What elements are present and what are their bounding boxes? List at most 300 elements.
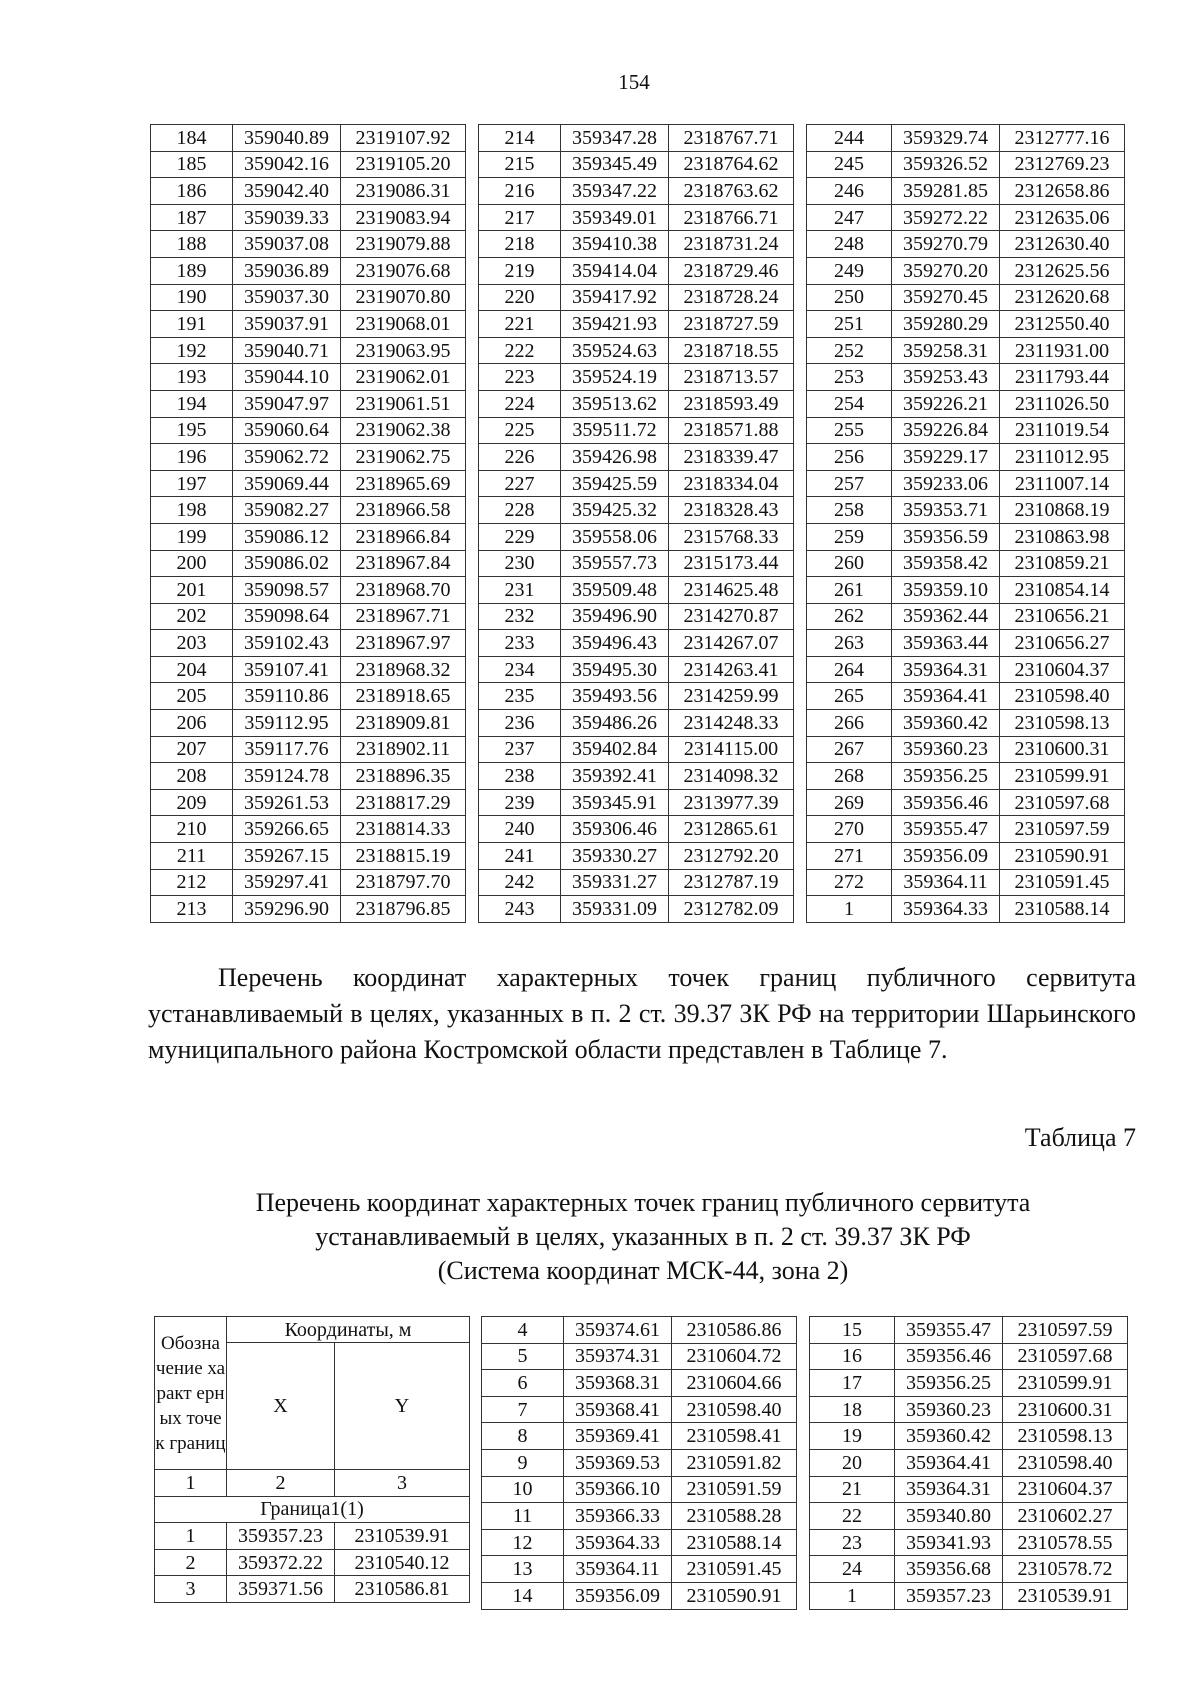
point-number-cell: 236 [479,710,561,737]
table-row [151,523,466,550]
coords-table-top-2 [478,124,794,923]
table-row [479,364,794,391]
x-coordinate-cell: 359086.12 [233,523,341,550]
x-coordinate-cell: 359341.93 [895,1529,1003,1556]
x-coordinate-cell: 359112.95 [233,710,341,737]
x-coordinate-cell: 359062.72 [233,444,341,471]
point-number-cell: 208 [151,763,233,790]
x-coordinate-cell: 359355.47 [892,816,1000,843]
y-coordinate-cell: 2312792.20 [669,843,794,870]
table-row [807,816,1125,843]
x-coordinate-cell: 359266.65 [233,816,341,843]
point-number-cell: 244 [807,125,892,152]
point-number-cell: 223 [479,364,561,391]
table-row [479,869,794,896]
y-coordinate-cell: 2310539.91 [1003,1582,1128,1609]
y-coordinate-cell: 2318965.69 [341,470,466,497]
y-coordinate-cell: 2318902.11 [341,736,466,763]
table-caption [150,1186,1136,1288]
table-row [807,843,1125,870]
point-number-cell: 198 [151,497,233,524]
y-coordinate-cell: 2310859.21 [1000,550,1125,577]
y-coordinate-cell: 2319107.92 [341,125,466,152]
table-row [807,204,1125,231]
header-y: Y [335,1343,470,1470]
point-number-cell: 263 [807,630,892,657]
x-coordinate-cell: 359364.41 [895,1449,1003,1476]
x-coordinate-cell: 359486.26 [561,710,669,737]
point-number-cell: 6 [482,1370,564,1397]
table-row [151,390,466,417]
point-number-cell: 197 [151,470,233,497]
col-number-row [155,1470,470,1497]
x-coordinate-cell: 359098.57 [233,577,341,604]
coords-table-top-3 [806,124,1125,923]
point-number-cell: 220 [479,284,561,311]
table-row [479,178,794,205]
y-coordinate-cell: 2310591.45 [1000,869,1125,896]
point-number-cell: 3 [155,1576,227,1603]
point-number-cell: 213 [151,896,233,923]
y-coordinate-cell: 2314263.41 [669,656,794,683]
page-number: 154 [618,70,650,94]
y-coordinate-cell: 2310540.12 [335,1549,470,1576]
point-number-cell: 14 [482,1582,564,1609]
y-coordinate-cell: 2310588.14 [1000,896,1125,923]
point-number-cell: 224 [479,390,561,417]
point-number-cell: 188 [151,231,233,258]
x-coordinate-cell: 359364.33 [564,1529,672,1556]
header-x: X [227,1343,335,1470]
point-number-cell: 230 [479,550,561,577]
x-coordinate-cell: 359402.84 [561,736,669,763]
y-coordinate-cell: 2310604.72 [672,1343,797,1370]
y-coordinate-cell: 2310598.40 [672,1396,797,1423]
y-coordinate-cell: 2312625.56 [1000,257,1125,284]
point-number-cell: 262 [807,603,892,630]
table-row [810,1556,1128,1583]
point-number-cell: 268 [807,763,892,790]
x-coordinate-cell: 359364.41 [892,683,1000,710]
point-number-cell: 258 [807,497,892,524]
x-coordinate-cell: 359410.38 [561,231,669,258]
x-coordinate-cell: 359037.30 [233,284,341,311]
point-number-cell: 250 [807,284,892,311]
table-row [482,1396,797,1423]
table-row [151,231,466,258]
x-coordinate-cell: 359069.44 [233,470,341,497]
y-coordinate-cell: 2314270.87 [669,603,794,630]
x-coordinate-cell: 359372.22 [227,1549,335,1576]
y-coordinate-cell: 2310598.40 [1003,1449,1128,1476]
x-coordinate-cell: 359117.76 [233,736,341,763]
y-coordinate-cell: 2318909.81 [341,710,466,737]
y-coordinate-cell: 2318334.04 [669,470,794,497]
point-number-cell: 196 [151,444,233,471]
table-row [479,763,794,790]
x-coordinate-cell: 359353.71 [892,497,1000,524]
table-row [807,231,1125,258]
table-row [479,417,794,444]
y-coordinate-cell: 2318968.70 [341,577,466,604]
x-coordinate-cell: 359340.80 [895,1503,1003,1530]
point-number-cell: 17 [810,1370,895,1397]
table-row [807,789,1125,816]
point-number-cell: 242 [479,869,561,896]
x-coordinate-cell: 359110.86 [233,683,341,710]
table-row [151,789,466,816]
caption-line-1: Перечень координат характерных точек границ публичного сервитута [255,1188,1031,1217]
table-row [151,444,466,471]
header-row [155,1317,470,1343]
x-coordinate-cell: 359040.71 [233,337,341,364]
x-coordinate-cell: 359511.72 [561,417,669,444]
y-coordinate-cell: 2310604.37 [1003,1476,1128,1503]
y-coordinate-cell: 2311026.50 [1000,390,1125,417]
table-row [482,1476,797,1503]
x-coordinate-cell: 359042.40 [233,178,341,205]
table-row [807,417,1125,444]
point-number-cell: 194 [151,390,233,417]
table-row [482,1423,797,1450]
point-number-cell: 260 [807,550,892,577]
point-number-cell: 190 [151,284,233,311]
y-coordinate-cell: 2312630.40 [1000,231,1125,258]
point-number-cell: 249 [807,257,892,284]
point-number-cell: 210 [151,816,233,843]
table-row [807,736,1125,763]
x-coordinate-cell: 359047.97 [233,390,341,417]
point-number-cell: 10 [482,1476,564,1503]
point-number-cell: 219 [479,257,561,284]
x-coordinate-cell: 359331.27 [561,869,669,896]
y-coordinate-cell: 2310591.45 [672,1556,797,1583]
table-row [807,497,1125,524]
table-row [482,1370,797,1397]
table-row [151,470,466,497]
point-number-cell: 248 [807,231,892,258]
table-row [479,204,794,231]
header-designation-text: Обозна чение характ ерных точек границ [155,1332,226,1454]
table-row [155,1523,470,1550]
y-coordinate-cell: 2310597.59 [1000,816,1125,843]
table-row [151,284,466,311]
x-coordinate-cell: 359272.22 [892,204,1000,231]
table-row [810,1503,1128,1530]
col-number-3: 3 [335,1470,470,1497]
x-coordinate-cell: 359258.31 [892,337,1000,364]
point-number-cell: 240 [479,816,561,843]
y-coordinate-cell: 2319062.01 [341,364,466,391]
x-coordinate-cell: 359349.01 [561,204,669,231]
y-coordinate-cell: 2318728.24 [669,284,794,311]
x-coordinate-cell: 359296.90 [233,896,341,923]
table-body-rows [155,1523,470,1603]
point-number-cell: 222 [479,337,561,364]
x-coordinate-cell: 359297.41 [233,869,341,896]
x-coordinate-cell: 359229.17 [892,444,1000,471]
y-coordinate-cell: 2318796.85 [341,896,466,923]
table-row [479,284,794,311]
table-row [479,630,794,657]
y-coordinate-cell: 2310597.68 [1003,1343,1128,1370]
point-number-cell: 261 [807,577,892,604]
table-row [151,550,466,577]
point-number-cell: 20 [810,1449,895,1476]
table-row [155,1576,470,1603]
point-number-cell: 185 [151,151,233,178]
x-coordinate-cell: 359355.47 [895,1317,1003,1344]
point-number-cell: 221 [479,311,561,338]
x-coordinate-cell: 359414.04 [561,257,669,284]
x-coordinate-cell: 359360.42 [892,710,1000,737]
table-row [479,710,794,737]
point-number-cell: 191 [151,311,233,338]
point-number-cell: 269 [807,789,892,816]
y-coordinate-cell: 2310602.27 [1003,1503,1128,1530]
table7-block-1 [154,1316,470,1603]
point-number-cell: 265 [807,683,892,710]
table-row [807,710,1125,737]
table-row [479,257,794,284]
y-coordinate-cell: 2318763.62 [669,178,794,205]
point-number-cell: 225 [479,417,561,444]
y-coordinate-cell: 2310597.59 [1003,1317,1128,1344]
point-number-cell: 1 [810,1582,895,1609]
x-coordinate-cell: 359368.41 [564,1396,672,1423]
y-coordinate-cell: 2310588.14 [672,1529,797,1556]
y-coordinate-cell: 2318766.71 [669,204,794,231]
point-number-cell: 235 [479,683,561,710]
table-row [151,843,466,870]
point-number-cell: 243 [479,896,561,923]
y-coordinate-cell: 2310590.91 [1000,843,1125,870]
table-row [807,125,1125,152]
intro-paragraph-text: Перечень координат характерных точек границ публичного сервитута устанавливаемый в целях, указанных в п. 2 ст. 39.37 ЗК РФ на территории Шарьинского муниципального района Костромской области представлен в Таблице 7. [148,963,1136,1064]
point-number-cell: 214 [479,125,561,152]
point-number-cell: 209 [151,789,233,816]
point-number-cell: 216 [479,178,561,205]
x-coordinate-cell: 359558.06 [561,523,669,550]
table-body [810,1317,1128,1610]
table-row [482,1503,797,1530]
point-number-cell: 15 [810,1317,895,1344]
point-number-cell: 246 [807,178,892,205]
x-coordinate-cell: 359060.64 [233,417,341,444]
x-coordinate-cell: 359356.68 [895,1556,1003,1583]
table-row [810,1449,1128,1476]
point-number-cell: 1 [155,1523,227,1550]
x-coordinate-cell: 359040.89 [233,125,341,152]
x-coordinate-cell: 359226.21 [892,390,1000,417]
y-coordinate-cell: 2311931.00 [1000,337,1125,364]
y-coordinate-cell: 2314248.33 [669,710,794,737]
table-row [151,577,466,604]
table-row [151,656,466,683]
table-row [151,869,466,896]
x-coordinate-cell: 359082.27 [233,497,341,524]
y-coordinate-cell: 2314115.00 [669,736,794,763]
point-number-cell: 255 [807,417,892,444]
y-coordinate-cell: 2312782.09 [669,896,794,923]
y-coordinate-cell: 2318764.62 [669,151,794,178]
table-row [807,444,1125,471]
point-number-cell: 4 [482,1317,564,1344]
x-coordinate-cell: 359270.20 [892,257,1000,284]
y-coordinate-cell: 2319079.88 [341,231,466,258]
table-row [807,869,1125,896]
point-number-cell: 189 [151,257,233,284]
x-coordinate-cell: 359366.33 [564,1503,672,1530]
y-coordinate-cell: 2310868.19 [1000,497,1125,524]
point-number-cell: 7 [482,1396,564,1423]
point-number-cell: 231 [479,577,561,604]
x-coordinate-cell: 359044.10 [233,364,341,391]
point-number-cell: 9 [482,1449,564,1476]
point-number-cell: 24 [810,1556,895,1583]
point-number-cell: 247 [807,204,892,231]
x-coordinate-cell: 359267.15 [233,843,341,870]
table-row [479,843,794,870]
table-row [155,1549,470,1576]
point-number-cell: 205 [151,683,233,710]
table-row [810,1370,1128,1397]
table-row [479,736,794,763]
y-coordinate-cell: 2318817.29 [341,789,466,816]
table-row [807,284,1125,311]
y-coordinate-cell: 2310598.13 [1003,1423,1128,1450]
y-coordinate-cell: 2318967.97 [341,630,466,657]
x-coordinate-cell: 359306.46 [561,816,669,843]
x-coordinate-cell: 359102.43 [233,630,341,657]
table-row [151,816,466,843]
point-number-cell: 270 [807,816,892,843]
x-coordinate-cell: 359270.45 [892,284,1000,311]
table-row [810,1423,1128,1450]
table-row [479,231,794,258]
y-coordinate-cell: 2312777.16 [1000,125,1125,152]
x-coordinate-cell: 359233.06 [892,470,1000,497]
caption-line-3: (Система координат МСК-44, зона 2) [437,1256,849,1285]
point-number-cell: 202 [151,603,233,630]
x-coordinate-cell: 359374.31 [564,1343,672,1370]
y-coordinate-cell: 2310539.91 [335,1523,470,1550]
x-coordinate-cell: 359360.42 [895,1423,1003,1450]
y-coordinate-cell: 2318967.71 [341,603,466,630]
x-coordinate-cell: 359524.63 [561,337,669,364]
y-coordinate-cell: 2318814.33 [341,816,466,843]
point-number-cell: 203 [151,630,233,657]
y-coordinate-cell: 2319086.31 [341,178,466,205]
x-coordinate-cell: 359347.22 [561,178,669,205]
y-coordinate-cell: 2314098.32 [669,763,794,790]
table-row [807,683,1125,710]
y-coordinate-cell: 2312865.61 [669,816,794,843]
point-number-cell: 234 [479,656,561,683]
x-coordinate-cell: 359426.98 [561,444,669,471]
table-row [482,1529,797,1556]
x-coordinate-cell: 359364.31 [892,656,1000,683]
point-number-cell: 229 [479,523,561,550]
caption-line-2: устанавливаемый в целях, указанных в п. 2 ст. 39.37 ЗК РФ [315,1222,971,1251]
point-number-cell: 2 [155,1549,227,1576]
y-coordinate-cell: 2314267.07 [669,630,794,657]
table-row [479,896,794,923]
x-coordinate-cell: 359359.10 [892,577,1000,604]
table-row [151,204,466,231]
y-coordinate-cell: 2319061.51 [341,390,466,417]
y-coordinate-cell: 2315173.44 [669,550,794,577]
table-row [482,1449,797,1476]
x-coordinate-cell: 359364.33 [892,896,1000,923]
point-number-cell: 256 [807,444,892,471]
x-coordinate-cell: 359358.42 [892,550,1000,577]
point-number-cell: 237 [479,736,561,763]
y-coordinate-cell: 2318918.65 [341,683,466,710]
y-coordinate-cell: 2319062.75 [341,444,466,471]
point-number-cell: 5 [482,1343,564,1370]
point-number-cell: 184 [151,125,233,152]
table-row [479,337,794,364]
table-body [482,1317,797,1610]
table-row [151,311,466,338]
x-coordinate-cell: 359356.25 [895,1370,1003,1397]
table-row [151,151,466,178]
x-coordinate-cell: 359360.23 [892,736,1000,763]
table-row [807,577,1125,604]
table-row [807,390,1125,417]
x-coordinate-cell: 359363.44 [892,630,1000,657]
y-coordinate-cell: 2310600.31 [1000,736,1125,763]
x-coordinate-cell: 359253.43 [892,364,1000,391]
table-row [151,417,466,444]
y-coordinate-cell: 2310854.14 [1000,577,1125,604]
x-coordinate-cell: 359281.85 [892,178,1000,205]
table-row [807,656,1125,683]
y-coordinate-cell: 2310591.82 [672,1449,797,1476]
table-row [151,257,466,284]
y-coordinate-cell: 2318966.58 [341,497,466,524]
point-number-cell: 254 [807,390,892,417]
table-row [479,683,794,710]
y-coordinate-cell: 2319083.94 [341,204,466,231]
y-coordinate-cell: 2311012.95 [1000,444,1125,471]
y-coordinate-cell: 2318968.32 [341,656,466,683]
x-coordinate-cell: 359098.64 [233,603,341,630]
table-row [810,1582,1128,1609]
x-coordinate-cell: 359261.53 [233,789,341,816]
x-coordinate-cell: 359369.41 [564,1423,672,1450]
x-coordinate-cell: 359356.25 [892,763,1000,790]
table-row [810,1476,1128,1503]
point-number-cell: 211 [151,843,233,870]
point-number-cell: 267 [807,736,892,763]
x-coordinate-cell: 359368.31 [564,1370,672,1397]
table-row [151,896,466,923]
table-row [479,125,794,152]
table-row [151,178,466,205]
x-coordinate-cell: 359392.41 [561,763,669,790]
point-number-cell: 8 [482,1423,564,1450]
table-row [807,178,1125,205]
table-row [810,1396,1128,1423]
point-number-cell: 226 [479,444,561,471]
y-coordinate-cell: 2318896.35 [341,763,466,790]
table-row [807,257,1125,284]
y-coordinate-cell: 2310588.28 [672,1503,797,1530]
x-coordinate-cell: 359039.33 [233,204,341,231]
y-coordinate-cell: 2318729.46 [669,257,794,284]
